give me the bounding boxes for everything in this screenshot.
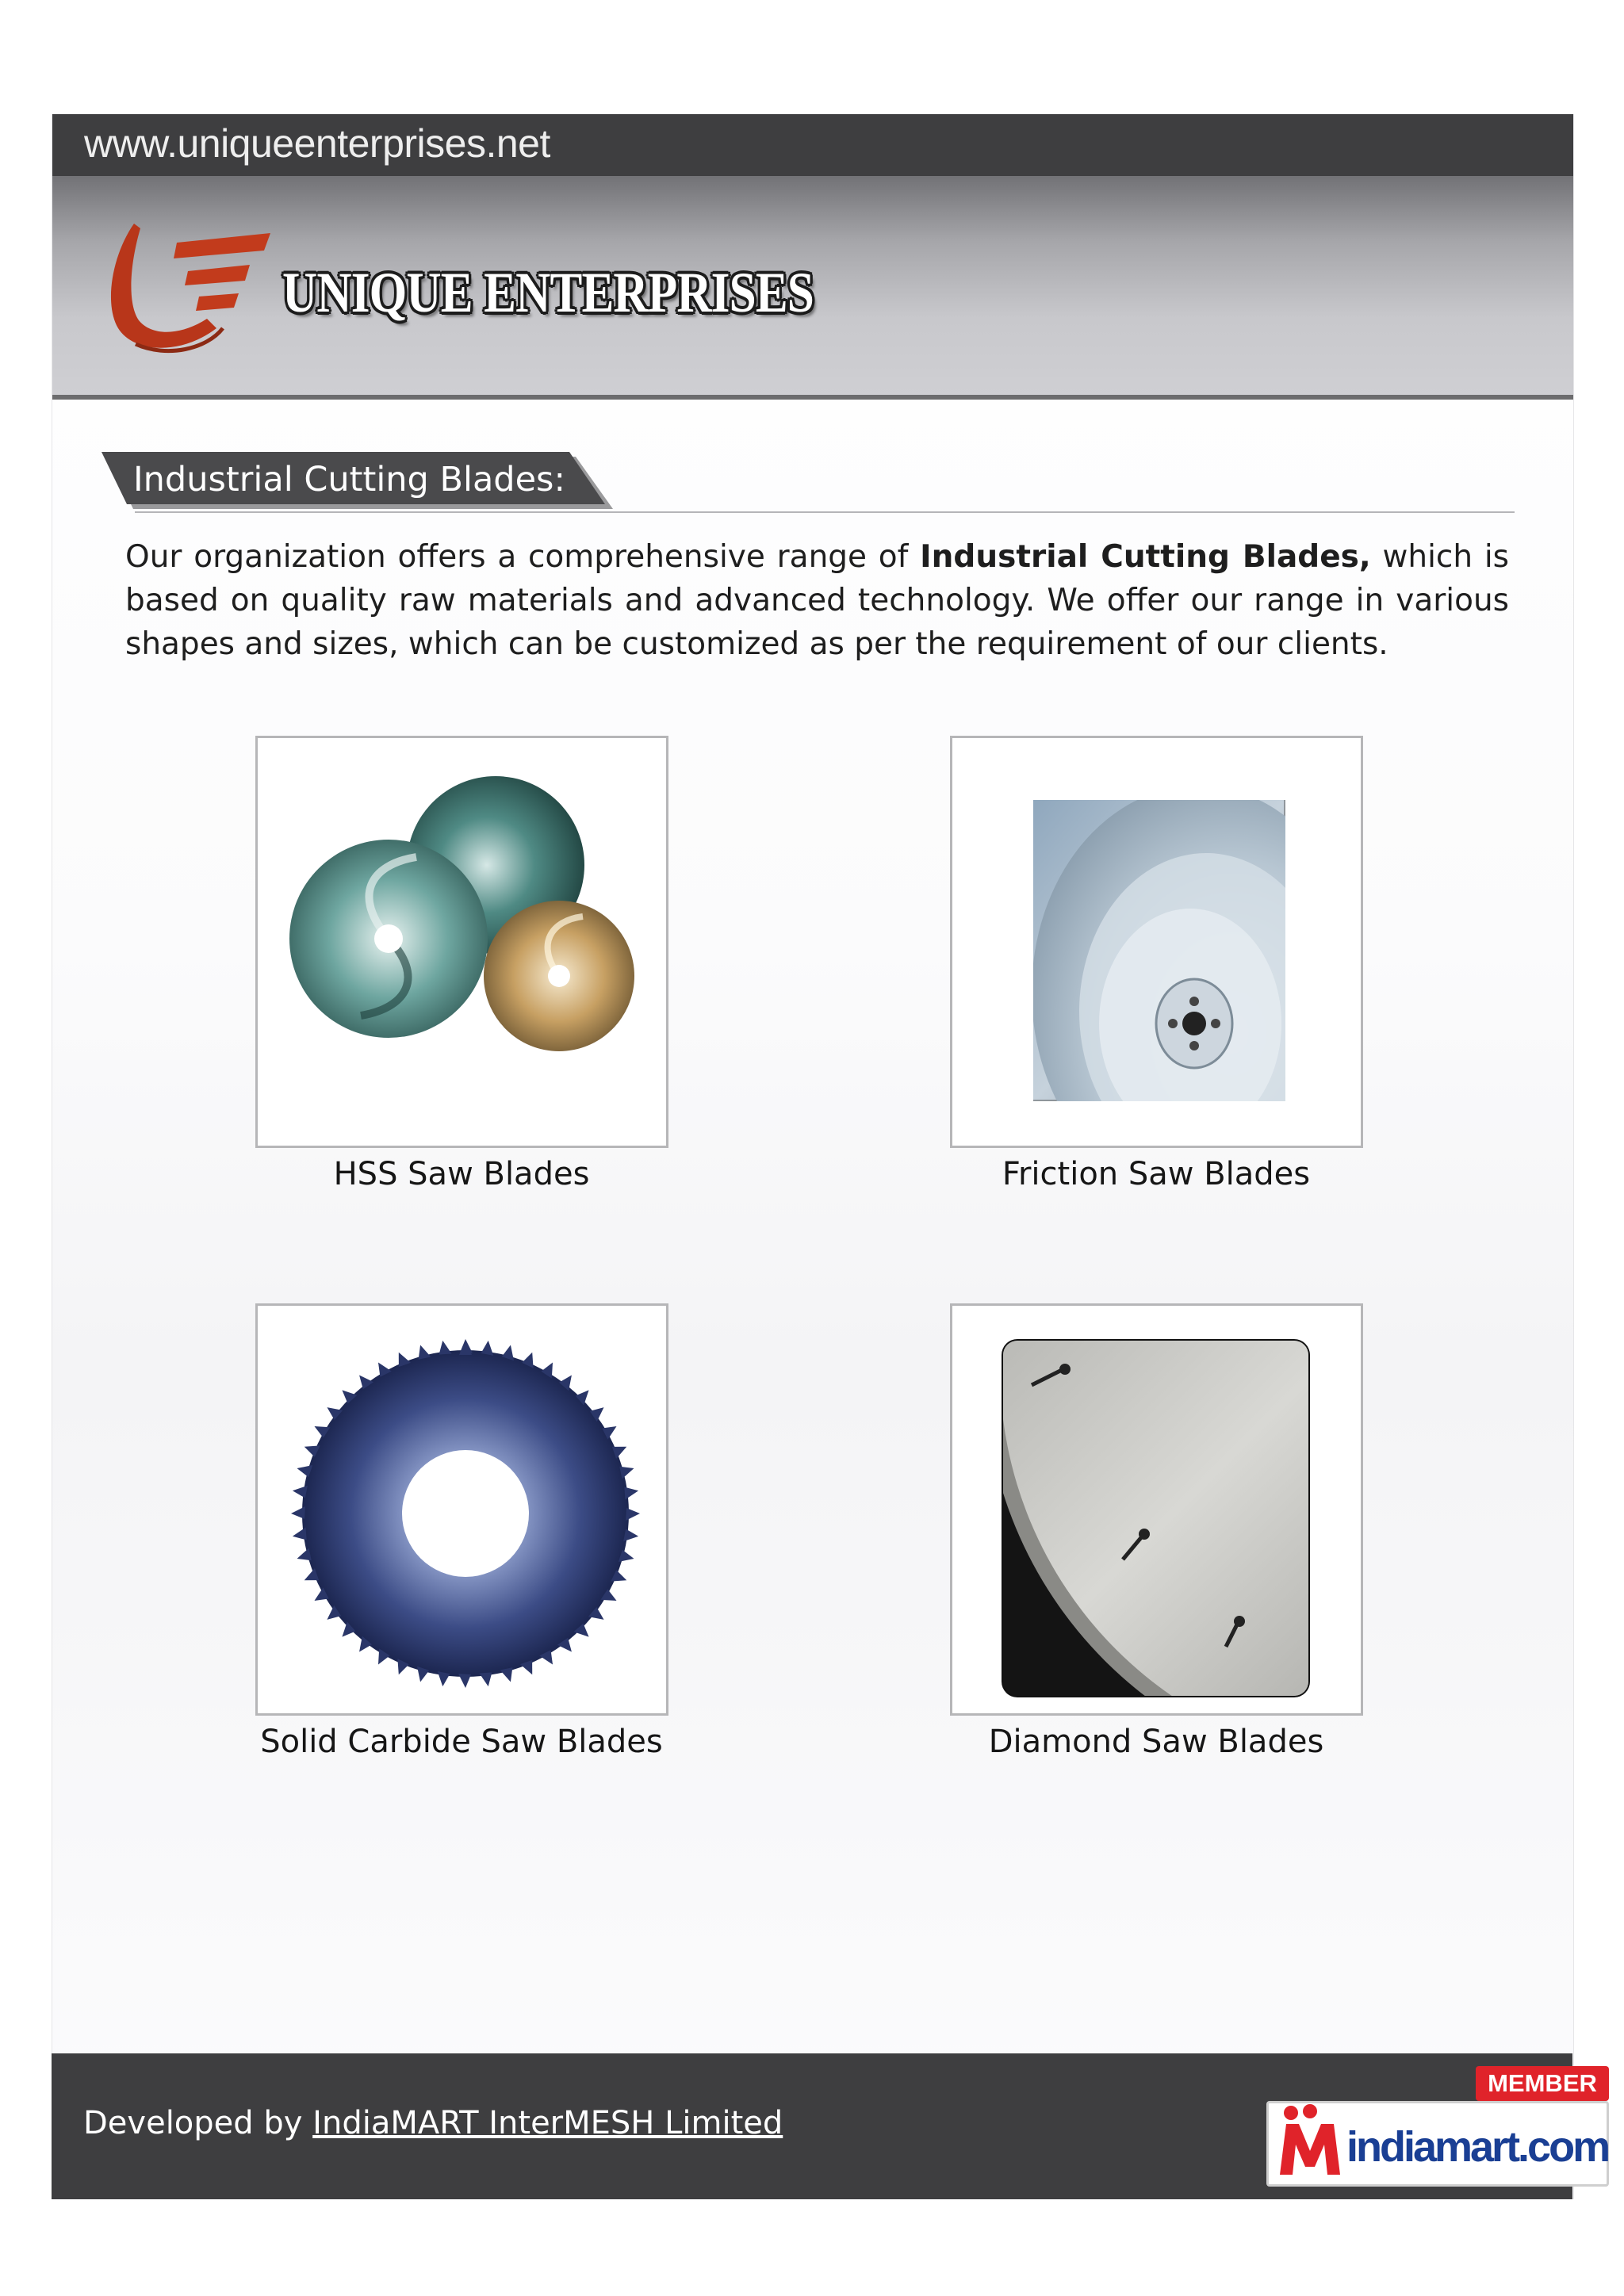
developed-by-label: Developed by — [83, 2105, 313, 2141]
footer-bar — [52, 2053, 1609, 2199]
hss-saw-blades-photo — [258, 738, 666, 1146]
section-title: Industrial Cutting Blades: — [133, 460, 565, 499]
solid-carbide-saw-blade-photo — [258, 1306, 666, 1713]
product-card-friction[interactable] — [950, 736, 1363, 1148]
intro-text-bold: Industrial Cutting Blades, — [920, 539, 1371, 575]
product-caption-diamond[interactable]: Diamond Saw Blades — [988, 1724, 1324, 1760]
product-caption-solid-carbide[interactable]: Solid Carbide Saw Blades — [260, 1724, 663, 1760]
product-caption-friction[interactable]: Friction Saw Blades — [1002, 1156, 1311, 1192]
indiamart-wordmark: indiamart.com — [1346, 2123, 1609, 2171]
indiamart-m-icon — [1275, 2103, 1346, 2183]
indiamart-member-badge[interactable] — [1266, 2066, 1609, 2182]
section-divider — [135, 511, 1515, 513]
product-card-diamond[interactable] — [950, 1303, 1363, 1716]
section-heading-tab — [102, 452, 613, 511]
company-name: UNIQUE ENTERPRISES — [282, 261, 814, 324]
url-bar — [52, 114, 1573, 176]
site-url[interactable]: www.uniqueenterprises.net — [84, 121, 550, 166]
developer-credit — [83, 2105, 783, 2141]
developer-link[interactable]: IndiaMART InterMESH Limited — [312, 2105, 783, 2141]
diamond-saw-blade-photo — [952, 1306, 1361, 1713]
intro-text-start: Our organization offers a comprehensive range of — [125, 539, 921, 575]
indiamart-logo-box — [1266, 2101, 1609, 2187]
friction-saw-blades-photo — [952, 738, 1361, 1146]
intro-text-end: which is based on quality raw materials and advanced technology. We offer our range in various shapes and sizes, which can be customized as per the requirement of our clients. — [125, 539, 1509, 662]
member-label: MEMBER — [1476, 2066, 1609, 2101]
company-logo-icon — [88, 209, 270, 360]
product-card-hss[interactable] — [255, 736, 668, 1148]
product-caption-hss[interactable]: HSS Saw Blades — [333, 1156, 590, 1192]
header-banner — [52, 176, 1573, 400]
intro-paragraph — [125, 535, 1509, 666]
product-card-solid-carbide[interactable] — [255, 1303, 668, 1716]
